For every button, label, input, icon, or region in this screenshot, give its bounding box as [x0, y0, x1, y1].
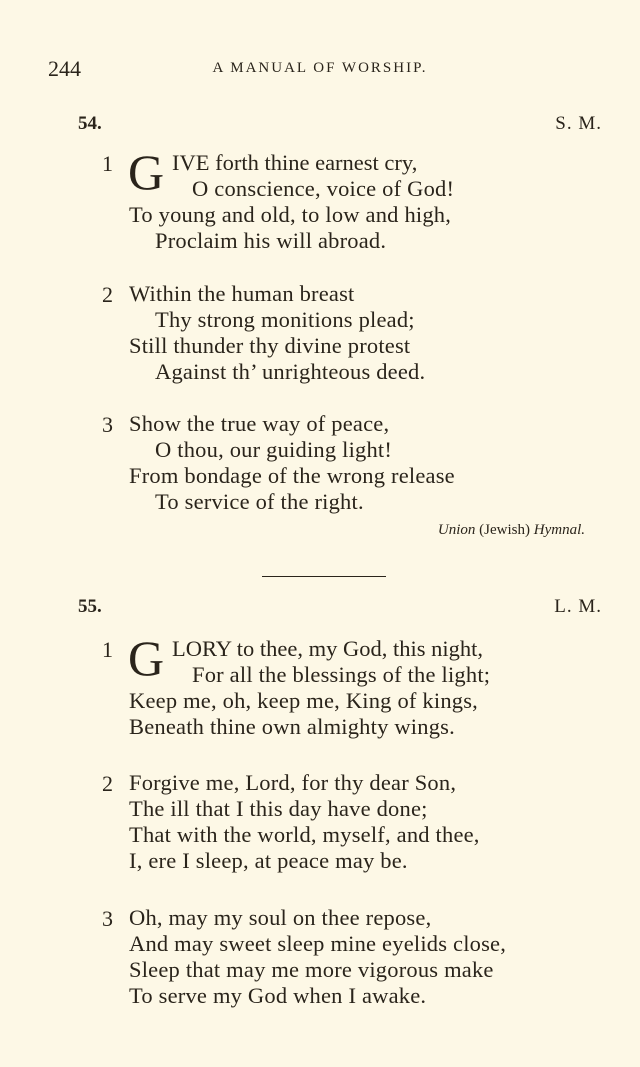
- hymn-line: LORY to thee, my God, this night,: [172, 636, 484, 661]
- attribution-source: Union: [437, 522, 476, 538]
- attribution-qualifier: (Jewish): [479, 522, 530, 538]
- section-divider: [262, 576, 386, 577]
- hymn-line: O thou, our guiding light!: [155, 437, 393, 462]
- running-head: A MANUAL OF WORSHIP.: [212, 60, 428, 76]
- hymn-line: Within the human breast: [129, 281, 355, 306]
- attribution-source-title: Hymnal.: [533, 522, 585, 538]
- drop-cap: G: [128, 144, 165, 200]
- hymn-line: Beneath thine own almighty wings.: [129, 714, 455, 739]
- hymn-attribution: [438, 522, 585, 539]
- stanza-number: 2: [102, 771, 113, 796]
- hymn-line: From bondage of the wrong release: [129, 463, 455, 488]
- drop-cap: G: [128, 630, 165, 686]
- hymn-line: Show the true way of peace,: [129, 411, 390, 436]
- hymn-line: And may sweet sleep mine eyelids close,: [129, 931, 507, 956]
- hymn-line: The ill that I this day have done;: [129, 796, 428, 821]
- hymn-number: 54.: [78, 113, 102, 134]
- hymn-line: For all the blessings of the light;: [192, 662, 491, 687]
- hymn-line: That with the world, myself, and thee,: [129, 822, 480, 847]
- hymn-line: I, ere I sleep, at peace may be.: [129, 848, 408, 873]
- stanza-number: 2: [102, 282, 113, 307]
- hymn-line: O conscience, voice of God!: [192, 176, 455, 201]
- hymn-line: Oh, may my soul on thee repose,: [129, 905, 432, 930]
- hymn-line: Thy strong monitions plead;: [155, 307, 415, 332]
- hymn-meter: L. M.: [554, 596, 602, 617]
- hymn-line: Against th’ unrighteous deed.: [155, 359, 426, 384]
- hymn-line: IVE forth thine earnest cry,: [172, 150, 418, 175]
- stanza-number: 1: [102, 637, 113, 662]
- hymn-line: Forgive me, Lord, for thy dear Son,: [129, 770, 457, 795]
- stanza-number: 1: [102, 151, 113, 176]
- hymn-line: To serve my God when I awake.: [129, 983, 427, 1008]
- stanza-number: 3: [102, 906, 113, 931]
- stanza-number: 3: [102, 412, 113, 437]
- page-number: 244: [48, 56, 81, 81]
- hymn-line: Still thunder thy divine protest: [129, 333, 411, 358]
- hymn-number: 55.: [78, 596, 102, 617]
- hymn-line: To young and old, to low and high,: [129, 202, 452, 227]
- hymn-line: Keep me, oh, keep me, King of kings,: [129, 688, 478, 713]
- hymn-line: Proclaim his will abroad.: [155, 228, 387, 253]
- hymn-line: Sleep that may me more vigorous make: [129, 957, 494, 982]
- hymn-line: To service of the right.: [155, 489, 364, 514]
- hymn-meter: S. M.: [555, 113, 602, 134]
